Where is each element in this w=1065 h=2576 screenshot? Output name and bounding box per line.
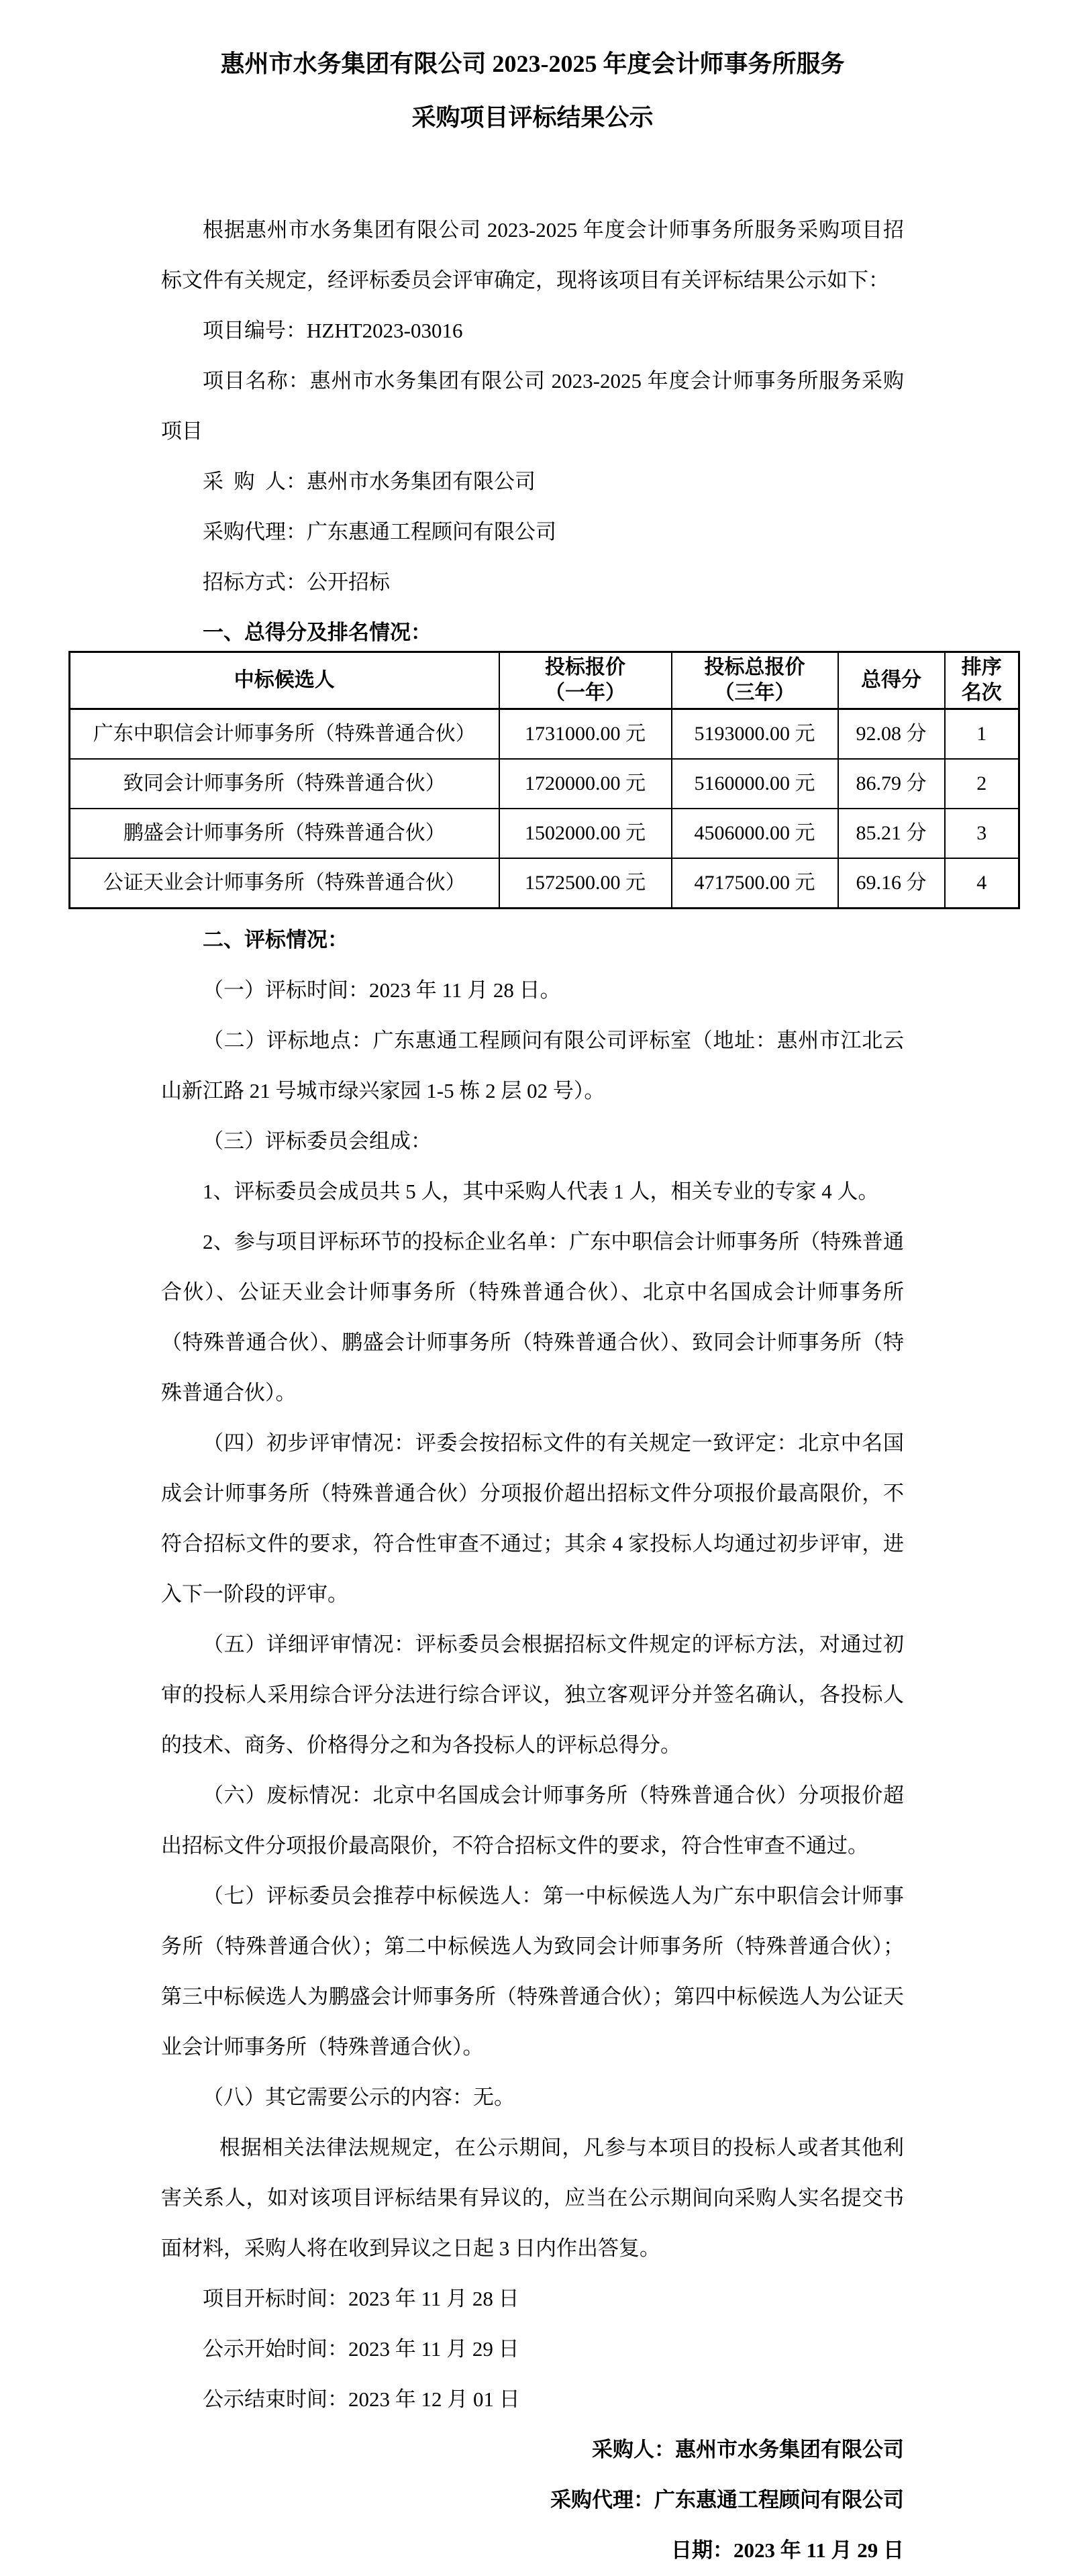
- col-header-candidate: [70, 652, 499, 709]
- section1-heading: 一、总得分及排名情况：: [203, 621, 432, 644]
- col-header-price-year: [499, 652, 672, 709]
- section2-heading: 二、评标情况：: [203, 928, 348, 951]
- col-header-score-label: 总得分: [861, 669, 921, 691]
- candidate-name-cell: 鹏盛会计师事务所（特殊普通合伙）: [70, 809, 499, 858]
- paragraph-committee: （三）评标委员会组成：: [203, 1129, 432, 1153]
- signoff-agent: 采购代理：广东惠通工程顾问有限公司: [550, 2488, 904, 2512]
- rank-cell: 2: [945, 759, 1019, 809]
- col-header-price-total: [672, 652, 838, 709]
- col-header-price-total-line1: 投标总报价: [704, 656, 805, 678]
- rank-cell: 3: [945, 809, 1019, 858]
- rank-cell: 1: [945, 709, 1019, 760]
- schedule-open-time: 项目开标时间：2023 年 11 月 28 日: [203, 2287, 519, 2310]
- col-header-price-year-line2: （一年）: [545, 682, 625, 704]
- candidate-name-cell: 公证天业会计师事务所（特殊普通合伙）: [70, 858, 499, 909]
- col-header-price-total-line2: （三年）: [714, 682, 795, 704]
- col-header-score: [838, 652, 945, 709]
- paragraph-rejected-bids: （六）废标情况：北京中名国成会计师事务所（特殊普通合伙）分项报价超出招标文件分项报价最高限价，不符合招标文件的要求，符合性审查不通过。: [161, 1784, 904, 1857]
- paragraph-bidder-list: 2、参与项目评标环节的投标企业名单：广东中职信会计师事务所（特殊普通合伙）、公证天业会计师事务所（特殊普通合伙）、北京中名国成会计师事务所（特殊普通合伙）、鹏盛会计师事务所（特殊普通合伙）、致同会计师事务所（特殊普通合伙）。: [161, 1230, 904, 1404]
- score-table-wrap: [68, 651, 1018, 909]
- paragraph-objection-notice: 根据相关法律法规规定，在公示期间，凡参与本项目的投标人或者其他利害关系人，如对该项目评标结果有异议的，应当在公示期间向采购人实名提交书面材料，采购人将在收到异议之日起 3 日内作出答复。: [161, 2136, 904, 2260]
- signoff-purchaser: 采购人：惠州市水务集团有限公司: [592, 2438, 904, 2461]
- bid-price-total-cell: 5160000.00 元: [672, 759, 838, 809]
- col-header-candidate-label: 中标候选人: [234, 669, 335, 691]
- meta-agent: 采购代理：广东惠通工程顾问有限公司: [203, 520, 556, 544]
- bid-price-year-cell: 1731000.00 元: [499, 709, 672, 760]
- title-line-1: 惠州市水务集团有限公司 2023-2025 年度会计师事务所服务: [220, 50, 845, 77]
- total-score-cell: 69.16 分: [838, 858, 945, 909]
- title-line-2: 采购项目评标结果公示: [411, 104, 654, 131]
- paragraph-eval-place: （二）评标地点：广东惠通工程顾问有限公司评标室（地址：惠州市江北云山新江路 21 号城市绿兴家园 1-5 栋 2 层 02 号）。: [161, 1029, 904, 1102]
- col-header-rank-line2: 名次: [961, 682, 1002, 704]
- bid-price-total-cell: 5193000.00 元: [672, 709, 838, 760]
- meta-purchaser: 采 购 人：惠州市水务集团有限公司: [203, 470, 536, 493]
- paragraph-committee-members: 1、评标委员会成员共 5 人，其中采购人代表 1 人，相关专业的专家 4 人。: [203, 1180, 879, 1203]
- bid-price-year-cell: 1502000.00 元: [499, 809, 672, 858]
- total-score-cell: 85.21 分: [838, 809, 945, 858]
- table-row: [70, 858, 1019, 909]
- meta-project-name: 项目名称：惠州市水务集团有限公司 2023-2025 年度会计师事务所服务采购项目: [161, 369, 904, 443]
- total-score-cell: 92.08 分: [838, 709, 945, 760]
- schedule-publicity-start: 公示开始时间：2023 年 11 月 29 日: [203, 2337, 519, 2361]
- signoff-date: 日期：2023 年 11 月 29 日: [670, 2538, 904, 2562]
- col-header-price-year-line1: 投标报价: [545, 656, 625, 678]
- intro-paragraph: 根据惠州市水务集团有限公司 2023-2025 年度会计师事务所服务采购项目招标文件有关规定，经评标委员会评审确定，现将该项目有关评标结果公示如下：: [161, 218, 904, 292]
- total-score-cell: 86.79 分: [838, 759, 945, 809]
- document-body: [93, 205, 1002, 2575]
- bid-price-year-cell: 1720000.00 元: [499, 759, 672, 809]
- paragraph-recommended-candidates: （七）评标委员会推荐中标候选人：第一中标候选人为广东中职信会计师事务所（特殊普通合伙）；第二中标候选人为致同会计师事务所（特殊普通合伙）；第三中标候选人为鹏盛会计师事务所（特殊普通合伙）；第四中标候选人为公证天业会计师事务所（特殊普通合伙）。: [161, 1884, 904, 2059]
- rank-cell: 4: [945, 858, 1019, 909]
- meta-project-number: 项目编号：HZHT2023-03016: [203, 319, 463, 342]
- bid-price-total-cell: 4506000.00 元: [672, 809, 838, 858]
- paragraph-detailed-review: （五）详细评审情况：评标委员会根据招标文件规定的评标方法，对通过初审的投标人采用综合评分法进行综合评议，独立客观评分并签名确认，各投标人的技术、商务、价格得分之和为各投标人的评标总得分。: [161, 1633, 904, 1757]
- paragraph-preliminary-review: （四）初步评审情况：评委会按招标文件的有关规定一致评定：北京中名国成会计师事务所（特殊普通合伙）分项报价超出招标文件分项报价最高限价，不符合招标文件的要求，符合性审查不通过；其余 4 家投标人均通过初步评审，进入下一阶段的评审。: [161, 1431, 904, 1606]
- col-header-rank: [945, 652, 1019, 709]
- paragraph-eval-time: （一）评标时间：2023 年 11 月 28 日。: [203, 978, 561, 1002]
- candidate-name-cell: 致同会计师事务所（特殊普通合伙）: [70, 759, 499, 809]
- meta-bid-method: 招标方式：公开招标: [203, 570, 390, 594]
- table-header-row: [70, 652, 1019, 709]
- signoff-block: [161, 2424, 904, 2575]
- col-header-rank-line1: 排序: [961, 656, 1002, 678]
- document-title: [0, 37, 1065, 144]
- candidate-name-cell: 广东中职信会计师事务所（特殊普通合伙）: [70, 709, 499, 760]
- table-row: [70, 759, 1019, 809]
- bid-price-total-cell: 4717500.00 元: [672, 858, 838, 909]
- score-table: [68, 651, 1020, 909]
- paragraph-other-content: （八）其它需要公示的内容：无。: [203, 2085, 515, 2109]
- bid-price-year-cell: 1572500.00 元: [499, 858, 672, 909]
- table-row: [70, 809, 1019, 858]
- table-row: [70, 709, 1019, 760]
- schedule-publicity-end: 公示结束时间：2023 年 12 月 01 日: [203, 2387, 520, 2411]
